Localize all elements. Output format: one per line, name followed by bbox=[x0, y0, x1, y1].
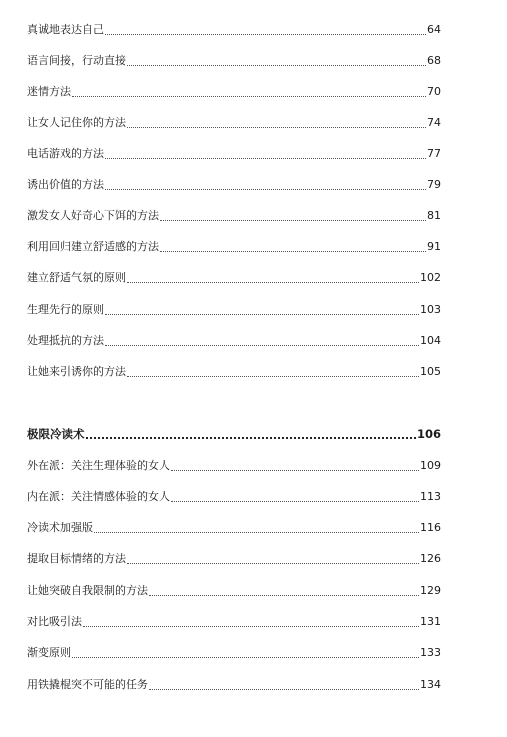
toc-entry[interactable] bbox=[27, 583, 441, 599]
toc-entry-page: 91 bbox=[427, 240, 441, 253]
toc-entry-title: 处理抵抗的方法 bbox=[27, 334, 104, 347]
toc-entry-title: 内在派：关注情感体验的女人 bbox=[27, 490, 170, 503]
toc-entry-title: 激发女人好奇心下饵的方法 bbox=[27, 209, 159, 222]
toc-entry-page: 103 bbox=[420, 303, 441, 316]
toc-entry-title: 渐变原则 bbox=[27, 646, 71, 659]
toc-entry[interactable] bbox=[27, 677, 441, 693]
dot-leader bbox=[83, 614, 419, 627]
toc-section-title: 极限冷读术 bbox=[27, 427, 85, 441]
toc-entry-page: 105 bbox=[420, 365, 441, 378]
toc-entry-page: 134 bbox=[420, 678, 441, 691]
toc-entry-page: 129 bbox=[420, 584, 441, 597]
toc-entry[interactable] bbox=[27, 270, 441, 286]
toc-entry[interactable] bbox=[27, 489, 441, 505]
toc-entry[interactable] bbox=[27, 645, 441, 661]
dot-leader bbox=[127, 551, 419, 564]
dot-leader bbox=[149, 583, 419, 596]
toc-entry[interactable] bbox=[27, 614, 441, 630]
toc-entry[interactable] bbox=[27, 53, 441, 69]
toc-entry-page: 68 bbox=[427, 54, 441, 67]
toc-entry[interactable] bbox=[27, 364, 441, 380]
toc-entry-page: 74 bbox=[427, 116, 441, 129]
toc-entry-title: 利用回归建立舒适感的方法 bbox=[27, 240, 159, 253]
toc-entry[interactable] bbox=[27, 208, 441, 224]
toc-entry-page: 79 bbox=[427, 178, 441, 191]
toc-entry-page: 77 bbox=[427, 147, 441, 160]
toc-entry-title: 让她突破自我限制的方法 bbox=[27, 584, 148, 597]
toc-entry[interactable] bbox=[27, 551, 441, 567]
toc-entry[interactable] bbox=[27, 177, 441, 193]
toc-entry-title: 外在派：关注生理体验的女人 bbox=[27, 459, 170, 472]
toc-entry-title: 诱出价值的方法 bbox=[27, 178, 104, 191]
toc-entry[interactable] bbox=[27, 115, 441, 131]
toc-entry-title: 语言间接，行动直接 bbox=[27, 54, 126, 67]
toc-entry-title: 让她来引诱你的方法 bbox=[27, 365, 126, 378]
toc-entry-page: 116 bbox=[420, 521, 441, 534]
toc-entry[interactable] bbox=[27, 22, 441, 38]
dot-leader bbox=[105, 146, 426, 159]
toc-entry-page: 133 bbox=[420, 646, 441, 659]
dot-leader bbox=[149, 677, 419, 690]
dot-leader bbox=[105, 22, 426, 35]
toc-entry[interactable] bbox=[27, 84, 441, 100]
toc-entry[interactable] bbox=[27, 302, 441, 318]
toc-entry-title: 冷读术加强版 bbox=[27, 521, 93, 534]
toc-entry[interactable] bbox=[27, 458, 441, 474]
dot-leader bbox=[171, 458, 419, 471]
dot-leader bbox=[127, 53, 426, 66]
toc-entry-page: 131 bbox=[420, 615, 441, 628]
dot-leader bbox=[86, 425, 416, 439]
dot-leader bbox=[171, 489, 419, 502]
dot-leader bbox=[72, 645, 419, 658]
toc-entry-title: 建立舒适气氛的原则 bbox=[27, 271, 126, 284]
toc-entry-page: 104 bbox=[420, 334, 441, 347]
dot-leader bbox=[94, 520, 419, 533]
dot-leader bbox=[105, 302, 419, 315]
toc-entry-page: 64 bbox=[427, 23, 441, 36]
toc-entry-page: 70 bbox=[427, 85, 441, 98]
toc-entry-page: 109 bbox=[420, 459, 441, 472]
toc-entry-page: 102 bbox=[420, 271, 441, 284]
toc-entry-page: 126 bbox=[420, 552, 441, 565]
toc-entry[interactable] bbox=[27, 239, 441, 255]
toc-entry-page: 81 bbox=[427, 209, 441, 222]
dot-leader bbox=[105, 333, 419, 346]
dot-leader bbox=[127, 115, 426, 128]
toc-section-page: 106 bbox=[416, 427, 441, 441]
toc-entry-title: 迷情方法 bbox=[27, 85, 71, 98]
toc-entry-title: 用铁撬棍突不可能的任务 bbox=[27, 678, 148, 691]
toc-entry[interactable] bbox=[27, 333, 441, 349]
toc-entry-title: 真诚地表达自己 bbox=[27, 23, 104, 36]
toc-entry-page: 113 bbox=[420, 490, 441, 503]
toc-entry[interactable] bbox=[27, 146, 441, 162]
toc-entry[interactable] bbox=[27, 520, 441, 536]
toc-entry-title: 生理先行的原则 bbox=[27, 303, 104, 316]
toc-entry-title: 让女人记住你的方法 bbox=[27, 116, 126, 129]
toc-entry-title: 对比吸引法 bbox=[27, 615, 82, 628]
dot-leader bbox=[160, 239, 426, 252]
toc-entry-title: 电话游戏的方法 bbox=[27, 147, 104, 160]
toc-entry-title: 提取目标情绪的方法 bbox=[27, 552, 126, 565]
dot-leader bbox=[127, 364, 419, 377]
dot-leader bbox=[127, 270, 419, 283]
dot-leader bbox=[160, 208, 426, 221]
dot-leader bbox=[105, 177, 426, 190]
dot-leader bbox=[72, 84, 426, 97]
toc-section-heading[interactable] bbox=[27, 426, 441, 442]
